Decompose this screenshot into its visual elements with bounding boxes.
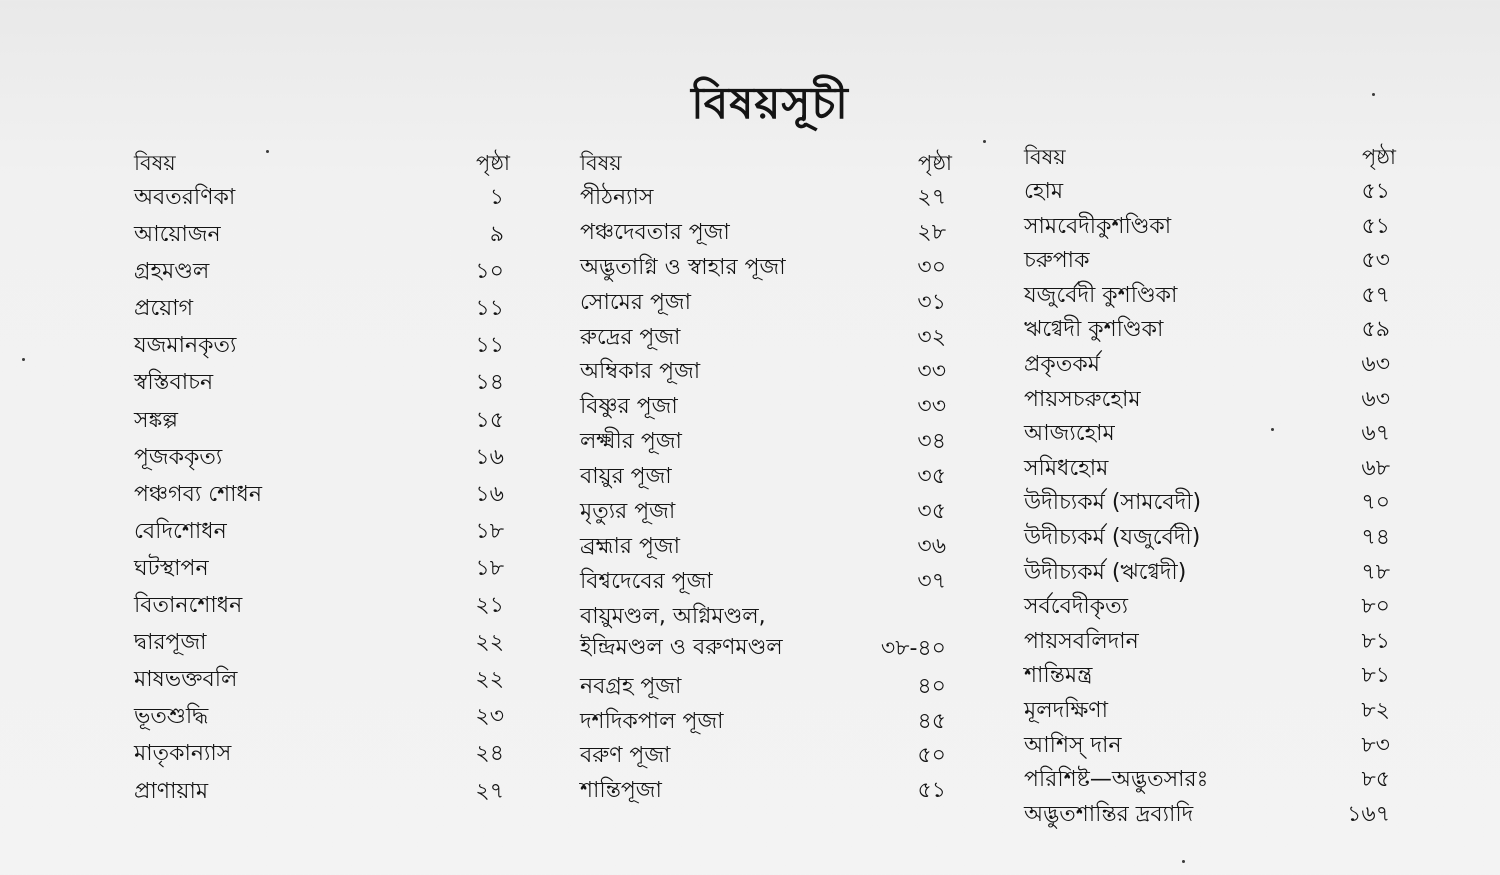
- entry-page-number: ১১: [475, 333, 504, 359]
- entry-page-number: ৭৪: [1361, 524, 1390, 550]
- entry-topic: বিশ্বদেবের পূজা: [580, 568, 713, 594]
- entry-page-number: ২১: [475, 593, 504, 619]
- entry-page-number: ৫৭: [1361, 282, 1390, 308]
- toc-entry: [1024, 314, 1396, 349]
- entry-page-number: ৮৫: [1361, 767, 1390, 793]
- entry-page-number: ৩৮-৪০: [880, 635, 946, 661]
- toc-entry: [134, 516, 510, 553]
- entry-page-number: ৬৩: [1361, 386, 1390, 412]
- toc-entry: [580, 217, 952, 252]
- entry-topic: লক্ষ্মীর পূজা: [580, 429, 682, 455]
- entry-page-number: ৩১: [917, 289, 946, 315]
- toc-entry: [580, 496, 952, 531]
- toc-entry: [580, 601, 952, 671]
- entry-topic: পীঠন্যাস: [580, 185, 654, 210]
- entry-page-number: ৩৭: [917, 568, 946, 594]
- entry-page-number: ১৮: [475, 555, 504, 581]
- entry-page-number: ১৬: [475, 481, 504, 507]
- entry-topic: উদীচ্যকর্ম (সামবেদী): [1024, 490, 1202, 516]
- toc-entry: [580, 461, 952, 496]
- entry-page-number: ১৬৭: [1347, 801, 1390, 827]
- entry-page-number: ৪০: [917, 673, 946, 699]
- toc-entry-list: [134, 182, 510, 813]
- entry-topic: পায়সবলিদান: [1024, 628, 1139, 654]
- toc-entry: [1024, 695, 1396, 730]
- entry-page-number: ৩০: [917, 254, 946, 280]
- entry-topic: যজমানকৃত্য: [134, 333, 237, 359]
- column-header: [580, 146, 952, 182]
- entry-topic: ঘটস্থাপন: [134, 555, 209, 581]
- entry-topic: ভূতশুদ্ধি: [134, 704, 209, 730]
- entry-page-number: ৯: [489, 222, 504, 248]
- toc-entry: [1024, 557, 1396, 592]
- entry-topic: প্রকৃতকর্ম: [1024, 351, 1100, 377]
- toc-entry: [1024, 764, 1396, 799]
- toc-entry: [1024, 591, 1396, 626]
- entry-topic: আশিস্‌ দান: [1024, 732, 1122, 758]
- toc-entry: [134, 701, 510, 738]
- entry-topic: বিতানশোধন: [134, 593, 243, 619]
- toc-entry: [1024, 211, 1396, 246]
- toc-entry: [580, 426, 952, 461]
- entry-topic: দ্বারপূজা: [134, 630, 207, 656]
- entry-topic: শান্তিমন্ত্র: [1024, 663, 1093, 689]
- toc-entry: [1024, 487, 1396, 522]
- entry-page-number: ৩৪: [917, 429, 946, 455]
- page-header: পৃষ্ঠা: [475, 151, 510, 175]
- entry-page-number: ৬৮: [1361, 455, 1390, 481]
- page-header: পৃষ্ঠা: [1361, 145, 1396, 169]
- toc-entry: [1024, 280, 1396, 315]
- entry-page-number: ৭০: [1361, 490, 1390, 516]
- entry-page-number: ১৬: [475, 444, 504, 470]
- entry-topic: চরুপাক: [1024, 248, 1090, 274]
- toc-column-3: [1024, 146, 1396, 833]
- entry-page-number: ২৭: [475, 778, 504, 804]
- entry-topic: অদ্ভুতাগ্নি ও স্বাহার পূজা: [580, 254, 786, 280]
- entry-topic: রুদ্রের পূজা: [580, 324, 681, 350]
- toc-entry: [134, 553, 510, 590]
- entry-page-number: ৫১: [1361, 213, 1390, 239]
- entry-topic: মাষভক্তবলি: [134, 667, 238, 693]
- entry-page-number: ৮৩: [1361, 732, 1390, 758]
- entry-topic: অদ্ভুতশান্তির দ্রব্যাদি: [1024, 801, 1194, 827]
- entry-page-number: ৫০: [917, 743, 946, 769]
- page-title: বিষয়সূচী: [691, 78, 849, 129]
- entry-page-number: ৩৫: [917, 499, 946, 525]
- entry-page-number: ৬৭: [1361, 421, 1390, 447]
- toc-entry: [1024, 349, 1396, 384]
- topic-header: বিষয়: [134, 151, 176, 175]
- toc-column-1: [134, 146, 510, 813]
- toc-entry: [580, 671, 952, 706]
- entry-topic: নবগ্রহ পূজা: [580, 673, 682, 699]
- entry-page-number: ২৭: [917, 185, 946, 210]
- entry-topic: সোমের পূজা: [580, 289, 691, 315]
- entry-topic: সর্ববেদীকৃত্য: [1024, 594, 1128, 620]
- entry-topic: যজুর্বেদী কুশণ্ডিকা: [1024, 282, 1178, 308]
- topic-header: বিষয়: [580, 151, 622, 175]
- entry-topic: পূজককৃত্য: [134, 444, 223, 470]
- toc-entry: [580, 566, 952, 601]
- entry-topic: পায়সচরুহোম: [1024, 386, 1141, 412]
- entry-topic: বিষ্ণুর পূজা: [580, 394, 678, 420]
- dust-speck: [1182, 860, 1185, 863]
- entry-page-number: ১: [489, 185, 504, 210]
- dust-speck: [22, 358, 25, 361]
- entry-topic: উদীচ্যকর্ম (যজুর্বেদী): [1024, 524, 1201, 550]
- entry-topic: হোম: [1024, 179, 1064, 204]
- toc-entry: [1024, 176, 1396, 211]
- entry-topic: প্রাণায়াম: [134, 778, 209, 804]
- toc-entry: [580, 531, 952, 566]
- toc-entry: [134, 405, 510, 442]
- entry-page-number: ৩৬: [917, 533, 946, 559]
- entry-topic: সামবেদীকুশণ্ডিকা: [1024, 213, 1172, 239]
- entry-topic: বায়ুমণ্ডল, অগ্নিমণ্ডল, ইন্দ্রিমণ্ডল ও বরুণমণ্ডল: [580, 603, 783, 660]
- entry-topic: শান্তিপূজা: [580, 778, 662, 804]
- entry-page-number: ৮১: [1361, 628, 1390, 654]
- toc-entry: [1024, 730, 1396, 765]
- toc-entry: [1024, 245, 1396, 280]
- entry-page-number: ২২: [475, 630, 504, 656]
- page-header: পৃষ্ঠা: [917, 151, 952, 175]
- entry-page-number: ৩৩: [917, 394, 946, 420]
- entry-page-number: ২৮: [917, 219, 946, 245]
- entry-page-number: ২৪: [475, 741, 504, 767]
- entry-topic: মাতৃকান্যাস: [134, 741, 232, 767]
- entry-page-number: ৩৫: [917, 464, 946, 490]
- entry-topic: অবতরণিকা: [134, 185, 236, 210]
- entry-topic: সমিধহোম: [1024, 455, 1109, 481]
- toc-entry-list: [580, 182, 952, 810]
- entry-topic: মূলদক্ষিণা: [1024, 697, 1108, 723]
- entry-page-number: ১৮: [475, 518, 504, 544]
- column-header: [134, 146, 510, 182]
- toc-entry: [580, 706, 952, 741]
- toc-entry-list: [1024, 176, 1396, 833]
- entry-page-number: ১৫: [475, 407, 504, 433]
- entry-page-number: ২৩: [475, 704, 504, 730]
- toc-entry: [134, 738, 510, 775]
- entry-page-number: ৩২: [917, 324, 946, 350]
- entry-topic: অম্বিকার পূজা: [580, 359, 701, 385]
- entry-page-number: ৫৩: [1361, 248, 1390, 274]
- entry-page-number: ৩৩: [917, 359, 946, 385]
- entry-page-number: ১১: [475, 296, 504, 322]
- entry-topic: আজ্যহোম: [1024, 421, 1115, 447]
- toc-entry: [134, 219, 510, 256]
- toc-entry: [580, 391, 952, 426]
- toc-column-2: [580, 146, 952, 810]
- entry-topic: বেদিশোধন: [134, 518, 227, 544]
- entry-topic: আয়োজন: [134, 222, 221, 248]
- entry-page-number: ৫১: [1361, 179, 1390, 204]
- entry-topic: স্বস্তিবাচন: [134, 370, 214, 396]
- entry-page-number: ৮১: [1361, 663, 1390, 689]
- toc-entry: [134, 182, 510, 219]
- entry-topic: পরিশিষ্ট—অদ্ভুতসারঃ: [1024, 767, 1209, 793]
- toc-entry: [134, 664, 510, 701]
- toc-entry: [134, 293, 510, 330]
- toc-entry: [1024, 660, 1396, 695]
- toc-entry: [134, 330, 510, 367]
- toc-entry: [580, 252, 952, 287]
- entry-topic: পঞ্চদেবতার পূজা: [580, 219, 730, 245]
- column-header: [1024, 140, 1396, 176]
- toc-entry: [1024, 384, 1396, 419]
- entry-topic: উদীচ্যকর্ম (ঋগ্বেদী): [1024, 559, 1187, 585]
- entry-topic: গ্রহমণ্ডল: [134, 259, 210, 285]
- toc-entry: [580, 182, 952, 217]
- entry-topic: সঙ্কল্প: [134, 407, 178, 433]
- toc-entry: [580, 356, 952, 391]
- entry-page-number: ৭৮: [1361, 559, 1390, 585]
- dust-speck: [983, 140, 986, 143]
- toc-entry: [134, 442, 510, 479]
- entry-page-number: ২২: [475, 667, 504, 693]
- toc-entry: [1024, 626, 1396, 661]
- entry-page-number: ১০: [475, 259, 504, 285]
- toc-entry: [580, 322, 952, 357]
- toc-entry: [134, 627, 510, 664]
- entry-topic: প্রয়োগ: [134, 296, 194, 322]
- entry-page-number: ৬৩: [1361, 351, 1390, 377]
- entry-topic: ঋগ্বেদী কুশণ্ডিকা: [1024, 317, 1164, 343]
- toc-entry: [1024, 799, 1396, 834]
- topic-header: বিষয়: [1024, 145, 1066, 169]
- toc-entry: [134, 367, 510, 404]
- toc-entry: [1024, 418, 1396, 453]
- toc-entry: [134, 590, 510, 627]
- toc-entry: [134, 256, 510, 293]
- entry-topic: ব্রহ্মার পূজা: [580, 533, 680, 559]
- toc-entry: [580, 775, 952, 810]
- entry-page-number: ৫১: [917, 778, 946, 804]
- entry-topic: মৃত্যুর পূজা: [580, 499, 676, 525]
- toc-entry: [580, 740, 952, 775]
- toc-entry: [1024, 522, 1396, 557]
- entry-page-number: ৪৫: [917, 708, 946, 734]
- toc-entry: [134, 479, 510, 516]
- entry-topic: দশদিকপাল পূজা: [580, 708, 724, 734]
- entry-topic: বরুণ পূজা: [580, 743, 671, 769]
- entry-page-number: ৮০: [1361, 594, 1390, 620]
- toc-entry: [134, 776, 510, 813]
- entry-page-number: ১৪: [475, 370, 504, 396]
- entry-topic: পঞ্চগব্য শোধন: [134, 481, 262, 507]
- toc-entry: [580, 287, 952, 322]
- dust-speck: [1372, 93, 1375, 96]
- entry-topic: বায়ুর পূজা: [580, 464, 672, 490]
- entry-page-number: ৮২: [1361, 697, 1390, 723]
- toc-entry: [1024, 453, 1396, 488]
- entry-page-number: ৫৯: [1361, 317, 1390, 343]
